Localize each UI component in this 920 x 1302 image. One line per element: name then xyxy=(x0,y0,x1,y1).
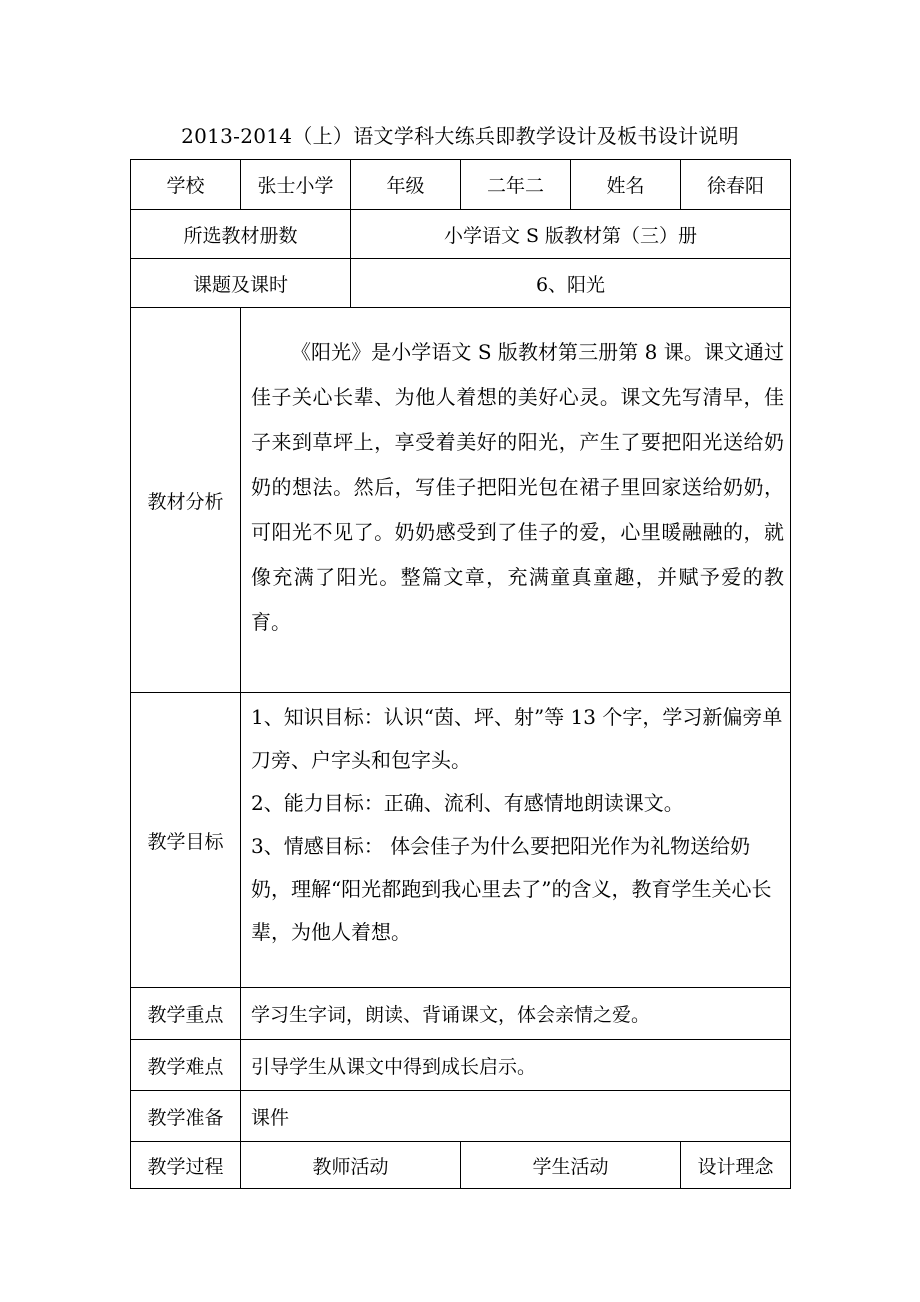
preparation-value: 课件 xyxy=(241,1091,791,1142)
school-value: 张士小学 xyxy=(241,160,351,210)
textbook-label: 所选教材册数 xyxy=(131,210,351,259)
goals-row xyxy=(131,693,791,988)
preparation-row xyxy=(131,1091,791,1142)
preparation-label: 教学准备 xyxy=(131,1091,241,1142)
grade-value: 二年二 xyxy=(461,160,571,210)
key-point-label: 教学重点 xyxy=(131,988,241,1040)
analysis-row xyxy=(131,308,791,693)
student-activity-header: 学生活动 xyxy=(461,1142,681,1189)
lesson-plan-table xyxy=(130,159,791,1189)
lesson-row xyxy=(131,259,791,308)
textbook-value: 小学语文 S 版教材第（三）册 xyxy=(351,210,791,259)
key-point-row xyxy=(131,988,791,1040)
process-label: 教学过程 xyxy=(131,1142,241,1189)
lesson-label: 课题及课时 xyxy=(131,259,351,308)
difficulty-label: 教学难点 xyxy=(131,1040,241,1091)
school-label: 学校 xyxy=(131,160,241,210)
textbook-row xyxy=(131,210,791,259)
lesson-value: 6、阳光 xyxy=(351,259,791,308)
goal-item: 3、情感目标： 体会佳子为什么要把阳光作为礼物送给奶奶，理解“阳光都跑到我心里去了”的含义，教育学生关心长辈，为他人着想。 xyxy=(251,834,772,944)
name-value: 徐春阳 xyxy=(681,160,791,210)
goals-cell xyxy=(241,693,791,988)
goal-item: 1、知识目标：认识“茵、坪、射”等 13 个字，学习新偏旁单刀旁、户字头和包字头。 xyxy=(251,705,783,772)
design-concept-header: 设计理念 xyxy=(681,1142,791,1189)
goals-label: 教学目标 xyxy=(131,693,241,988)
analysis-label: 教材分析 xyxy=(131,308,241,693)
name-label: 姓名 xyxy=(571,160,681,210)
analysis-cell xyxy=(241,308,791,693)
analysis-text: 《阳光》是小学语文 S 版教材第三册第 8 课。课文通过佳子关心长辈、为他人着想的美好心灵。课文先写清早，佳子来到草坪上，享受着美好的阳光，产生了要把阳光送给奶奶的想法。然后，写佳子把阳光包在裙子里回家送给奶奶，可阳光不见了。奶奶感受到了佳子的爱，心里暖融融的，就像充满了阳光。整篇文章，充满童真童趣，并赋予爱的教育。 xyxy=(251,340,784,634)
difficulty-value: 引导学生从课文中得到成长启示。 xyxy=(241,1040,791,1091)
teacher-activity-header: 教师活动 xyxy=(241,1142,461,1189)
difficulty-row xyxy=(131,1040,791,1091)
goal-item: 2、能力目标：正确、流利、有感情地朗读课文。 xyxy=(251,791,684,815)
grade-label: 年级 xyxy=(351,160,461,210)
info-row xyxy=(131,160,791,210)
key-point-value: 学习生字词，朗读、背诵课文，体会亲情之爱。 xyxy=(241,988,791,1040)
document-title: 2013-2014（上）语文学科大练兵即教学设计及板书设计说明 xyxy=(181,124,739,148)
process-row xyxy=(131,1142,791,1189)
